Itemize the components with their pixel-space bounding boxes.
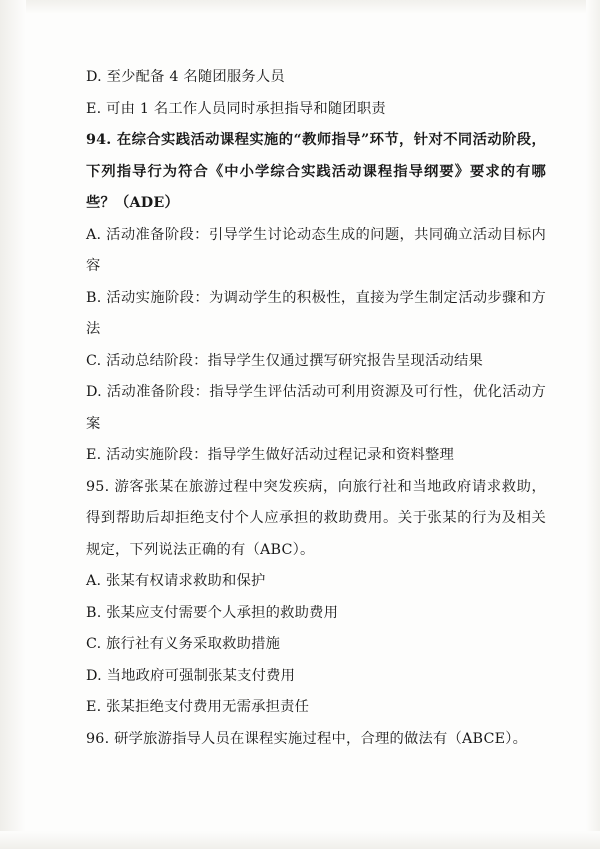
page-edge-right [586, 0, 600, 849]
paragraph: B. 张某应支付需要个人承担的救助费用 [86, 604, 339, 621]
paragraph: E. 活动实施阶段：指导学生做好活动过程记录和资料整理 [86, 447, 455, 463]
paragraph: D. 当地政府可强制张某支付费用 [86, 667, 296, 684]
paragraph: D. 活动准备阶段：指导学生评估活动可利用资源及可行性，优化活动方案 [86, 384, 546, 432]
document-text-body [86, 62, 546, 755]
paragraph: A. 活动准备阶段：引导学生讨论动态生成的问题，共同确立活动目标内容 [86, 226, 546, 274]
page-edge-top [0, 0, 600, 14]
question-stem: 94. 在综合实践活动课程实施的“教师指导”环节，针对不同活动阶段，下列指导行为符合《中小学综合实践活动课程指导纲要》要求的有哪些？（ADE） [86, 132, 546, 211]
paragraph: E. 张某拒绝支付费用无需承担责任 [86, 699, 310, 715]
question-stem: 95. 游客张某在旅游过程中突发疾病，向旅行社和当地政府请求救助，得到帮助后却拒绝支付个人应承担的救助费用。关于张某的行为及相关规定，下列说法正确的有（ABC）。 [86, 478, 546, 558]
page-edge-left [0, 0, 26, 849]
paragraph: D. 至少配备 4 名随团服务人员 [86, 69, 285, 85]
paragraph: A. 张某有权请求救助和保护 [86, 573, 266, 589]
page-edge-bottom [0, 831, 600, 849]
paragraph: C. 旅行社有义务采取救助措施 [86, 636, 281, 652]
paragraph: E. 可由 1 名工作人员同时承担指导和随团职责 [86, 100, 386, 117]
paragraph: B. 活动实施阶段：为调动学生的积极性，直接为学生制定活动步骤和方法 [86, 289, 546, 337]
question-stem: 96. 研学旅游指导人员在课程实施过程中，合理的做法有（ABCE）。 [86, 730, 528, 747]
paragraph: C. 活动总结阶段：指导学生仅通过撰写研究报告呈现活动结果 [86, 352, 484, 369]
